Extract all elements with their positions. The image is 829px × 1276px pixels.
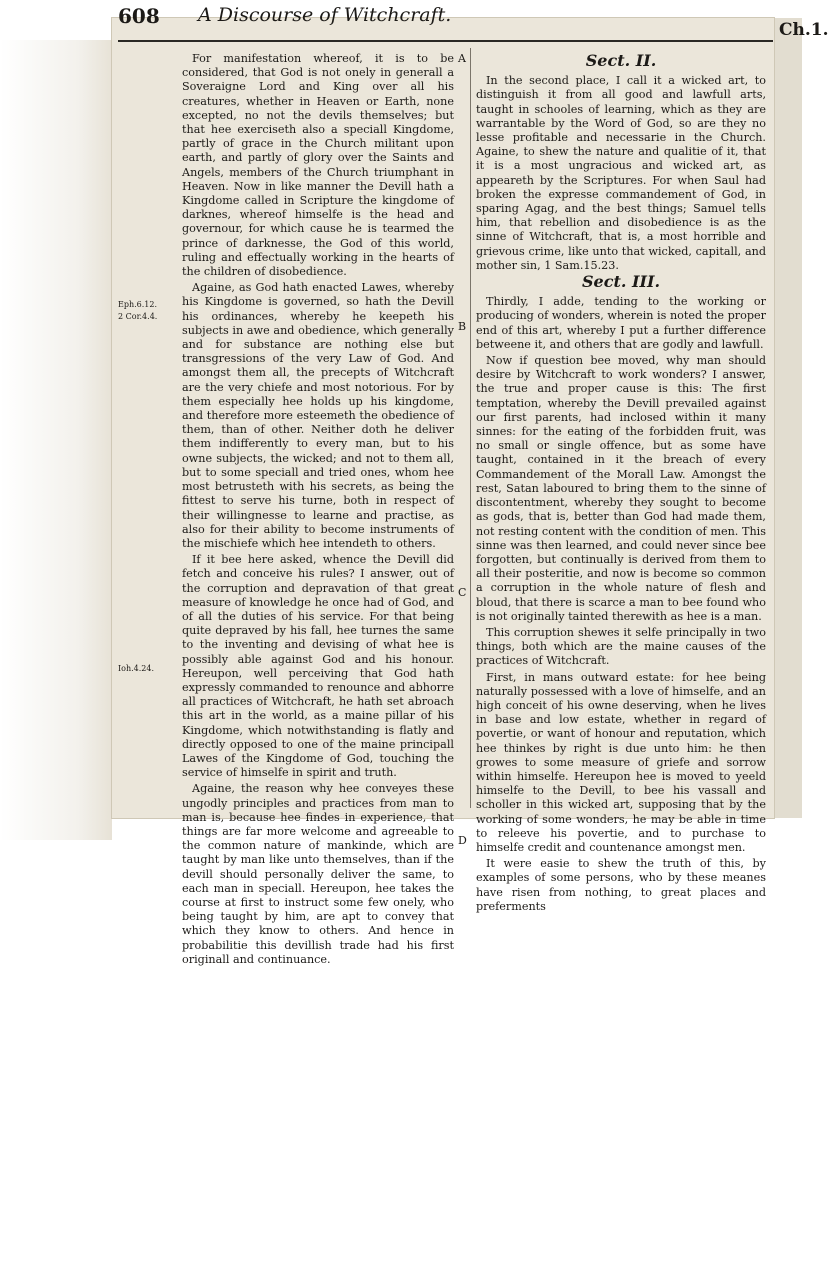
paragraph: Againe, as God hath enacted Lawes, whereby his Kingdome is governed, so hath the Devill his ordinances, whereby he keepeth his subjects in awe and obedience, which generally and for substance are nothing else but transgressions of the very Law of God. And amongst them all, the precepts of Witchcraft are the very chiefe and most notorious. For by them especially hee holds up his kingdome, and therefore more esteemeth the obedience of them, than of other. Neither doth he deliver them indifferently to every man, but to his owne subjects, the wicked; and not to them all, but to some speciall and tried ones, whom hee most betrusteth with his secrets, as being the fittest to serve his turne, both in respect of their willingnesse to learne and practise, as also for their ability to become instruments of the mischiefe which hee intendeth to others. [182, 281, 454, 550]
paragraph: It were easie to shew the truth of this, by examples of some persons, who by these meanes have risen from nothing, to great places and preferments [476, 857, 766, 913]
section-heading: Sect. II. [585, 51, 657, 70]
column-divider [470, 48, 471, 808]
margin-letter: D [458, 834, 467, 847]
paragraph: If it bee here asked, whence the Devill did fetch and conceive his rules? I answer, out of the corruption and depravation of that great measure of knowledge he once had of God, and of all the duties of his service. For that being quite depraved by his fall, hee turnes the same to the inventing and devising of what hee is possibly able against God and his honour. Hereupon, well perceiving that God hath expressly commanded to renounce and abhorre all practices of Witchcraft, he hath set abroach this art in the world, as a maine pillar of his Kingdome, which notwithstanding is flatly and directly opposed to one of the maine principall Lawes of the Kingdome of God, touching the service of himselfe in spirit and truth. [182, 553, 454, 780]
page-number: 608 [118, 4, 160, 28]
left-binding-edge [0, 40, 112, 840]
paragraph: For manifestation whereof, it is to be considered, that God is not onely in generall a Soveraigne Lord and King over all his creatures, whether in Heaven or Earth, none excepted, no not the devils themselves; but that hee exerciseth also a speciall Kingdome, partly of grace in the Church militant upon earth, and partly of glory over the Saints and Angels, members of the Church triumphant in Heaven. Now in like manner the Devill hath a Kingdome called in Scripture the kingdome of darknes, whereof himselfe is the head and governour, for which cause he is tearmed the prince of darknesse, the God of this world, ruling and effectually working in the hearts of the children of disobedience. [182, 52, 454, 279]
margin-letter: A [458, 52, 466, 65]
section-heading: Sect. III. [581, 272, 661, 292]
next-page-heading: Ch.1. [779, 20, 829, 40]
header-rule [118, 40, 773, 42]
margin-letter: B [458, 320, 467, 333]
right-column [476, 52, 766, 916]
margin-letter: C [458, 586, 467, 599]
next-page-edge [774, 18, 829, 818]
margin-note: 2 Cor.4.4. [118, 312, 158, 321]
margin-note: Ioh.4.24. [118, 664, 155, 673]
paragraph: This corruption shewes it selfe principally in two things, both which are the maine causes of the practices of Witchcraft. [476, 625, 766, 668]
paragraph: Thirdly, I adde, tending to the working or producing of wonders, wherein is noted the proper end of this art, whereby I put a further difference betweene it, and others that are godly and lawfull. [476, 295, 766, 351]
running-title: A Discourse of Witchcraft. [198, 4, 452, 26]
paragraph: First, in mans outward estate: for hee being naturally possessed with a love of himselfe, and an high conceit of his owne deserving, when he lives in base and low estate, whether in regard of povertie, or want of honour and reputation, which hee thinkes by right is due unto him: he then growes to some measure of griefe and sorrow within himselfe. Hereupon hee is moved to yeeld himselfe to the Devill, to bee his vassall and scholler in this wicked art, supposing that by the working of some wonders, he may be able in time to releeve his povertie, and to purchase to himselfe credit and countenance amongst men. [476, 670, 766, 854]
paragraph: Againe, the reason why hee conveyes these ungodly principles and practices from man to man is, because hee findes in experience, that things are far more welcome and agreeable to the common nature of mankinde, which are taught by man like unto themselves, than if the devill should personally deliver the same, to each man in speciall. Hereupon, hee takes the course at first to instruct some few onely, who being taught by him, are apt to convey that which they know to others. And hence in probabilitie this devillish trade had his first originall and continuance. [182, 782, 454, 966]
running-head [118, 4, 738, 40]
margin-note: Eph.6.12. [118, 300, 158, 309]
left-column [182, 52, 454, 969]
paragraph: In the second place, I call it a wicked art, to distinguish it from all good and lawfull arts, taught in schooles of learning, which as they are warrantable by the Word of God, so are they no lesse profitable and necessarie in the Church. Againe, to shew the nature and qualitie of it, that it is a most ungracious and wicked art, as appeareth by the Scriptures. For when Saul had broken the expresse commandement of God, in sparing Agag, and the best things; Samuel tells him, that rebellion and disobedience is as the sinne of Witchcraft, that is, a most horrible and grievous crime, like unto that wicked, capitall, and mother sin, 1 Sam.15.23. [476, 74, 766, 272]
paragraph: Now if question bee moved, why man should desire by Witchcraft to work wonders? I answer, the true and proper cause is this: The first temptation, whereby the Devill prevailed against our first parents, had inclosed within it many sinnes: for the eating of the forbidden fruit, was no small or single offence, but as some have taught, contained in it the breach of every Commandement of the Morall Law. Amongst the rest, Satan laboured to bring them to the sinne of discontentment, whereby they sought to become as gods, that is, better than God had made them, not resting content with the condition of men. This sinne was then learned, and could never since bee forgotten, but continually is derived from them to all their posteritie, and now is become so common a corruption in the whole nature of flesh and bloud, that there is scarce a man to bee found who is not originally tainted therewith as hee is a man. [476, 354, 766, 623]
margin-notes [118, 52, 178, 792]
